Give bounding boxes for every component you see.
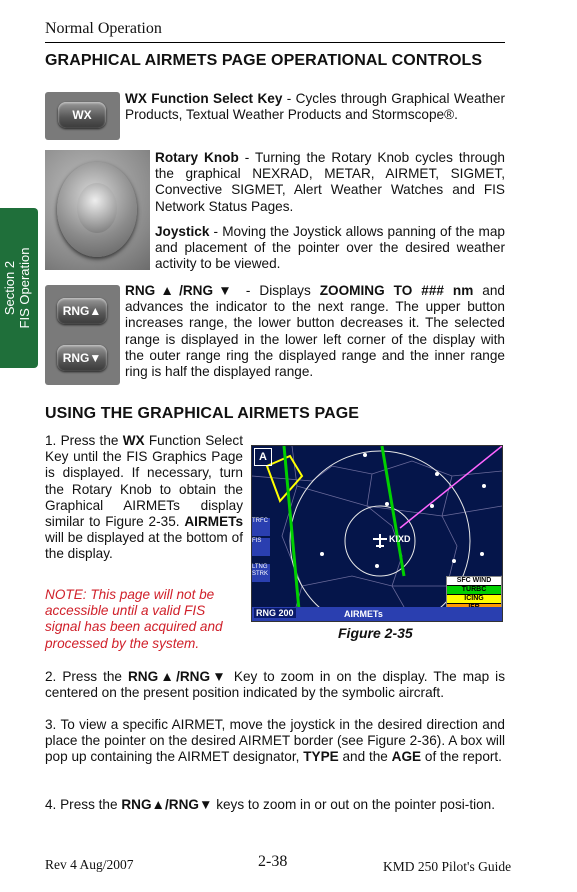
rotary-knob-title: Rotary Knob [155, 150, 239, 165]
step-3-a: 3. To view a specific AIRMET, move the joystick in the desired direction and place the pointer on the desired AIRMET border (see Figure 2-36). A box will pop up containing the AIRMET designator, [45, 717, 505, 765]
joystick-description [155, 224, 505, 273]
mode-indicator: A [254, 448, 272, 466]
rotary-knob-image [45, 150, 150, 270]
section-heading-controls: GRAPHICAL AIRMETS PAGE OPERATIONAL CONTROLS [45, 52, 483, 69]
section-tab [0, 208, 38, 368]
wx-key-cap: WX [58, 102, 106, 128]
airport-label: KIXD [389, 534, 411, 544]
step-2-text [45, 669, 505, 701]
step-2-b: Key to zoom in on the display. The map is centered on the present position indicated by the symbolic aircraft. [45, 669, 505, 701]
step-1-text [45, 433, 243, 563]
airmet-turbc-line-left [284, 446, 300, 621]
airmet-turbc-line-right [382, 446, 404, 576]
trfc-item: TRFC [252, 518, 270, 536]
aircraft-symbol [373, 534, 387, 548]
rng-keys-image [45, 285, 120, 385]
step-1-b: Function Select Key until the FIS Graphics Page is displayed. If necessary, turn the Rotary Knob to obtain the Graphical AIRMETs display similar to Figure 2-35. [45, 433, 244, 530]
step-4-key: RNG▲/RNG▼ [121, 797, 213, 812]
legend-item: ICING [447, 595, 501, 604]
range-value: 200 [278, 608, 294, 618]
step-1-airmets: AIRMETs [184, 514, 243, 530]
footer-revision: Rev 4 Aug/2007 [45, 857, 134, 872]
joystick-cap [77, 183, 117, 233]
wx-key-image [45, 92, 120, 140]
wx-key-title: WX Function Select Key [125, 91, 283, 106]
screen-bottom-bar [252, 607, 502, 621]
step-3-type: TYPE [303, 749, 339, 765]
section-tab-line1: Section 2 [2, 260, 17, 316]
step-3-b: and the [338, 749, 392, 765]
range-readout [254, 608, 296, 618]
page-label: AIRMETs [344, 609, 383, 619]
figure-caption: Figure 2-35 [338, 625, 413, 641]
step-1-c: will be displayed at the bottom of the display. [45, 530, 243, 562]
step-4-a: 4. Press the [45, 797, 122, 812]
wx-key-description [125, 91, 505, 123]
screen-left-menu [252, 518, 270, 582]
page-number: 2-38 [258, 853, 288, 870]
wx-key-text: - Cycles through Graphical Weather Products, Textual Weather Products and Stormscope®. [125, 91, 505, 123]
rng-up-key-cap: RNG▲ [57, 298, 107, 324]
legend-item: SFC WIND [447, 577, 501, 586]
rng-title: RNG▲/RNG▼ [125, 283, 237, 298]
legend-item: TURBC [447, 586, 501, 595]
rotary-knob-text: - Turning the Rotary Knob cycles through the graphical NEXRAD, METAR, AIRMET, SIGMET, Convective SIGMET, Alert Weather Watches and FIS Network Status Pages. [155, 150, 505, 214]
ltng-item: LTNG STRK [252, 564, 270, 582]
rng-down-key-cap: RNG▼ [57, 345, 107, 371]
step-4-b: keys to zoom in or out on the pointer posi-tion. [212, 797, 496, 812]
step-3-age: AGE [391, 749, 422, 765]
fis-item: FIS [252, 538, 270, 556]
step-4-text [45, 797, 505, 813]
step-1-a: 1. Press the [45, 433, 123, 448]
step-1-wx: WX [122, 433, 145, 448]
section-heading-using: USING THE GRAPHICAL AIRMETS PAGE [45, 405, 360, 422]
rng-zoom-text: ZOOMING TO ### nm [319, 283, 474, 298]
note-text: NOTE: This page will not be accessible until a valid FIS signal has been acquired and processed by the system. [45, 587, 223, 651]
range-label: RNG [256, 608, 276, 618]
footer-guide-title: KMD 250 Pilot's Guide [383, 859, 512, 874]
running-header: Normal Operation [45, 20, 162, 37]
rng-text-a: - Displays [236, 283, 320, 298]
step-3-text [45, 717, 505, 766]
airmets-screen-figure [251, 445, 503, 622]
rotary-knob-description [155, 150, 505, 215]
section-tab-line2: FIS Operation [17, 247, 32, 329]
header-rule [45, 42, 505, 43]
step-3-c: of the report. [421, 749, 502, 765]
rng-description [125, 283, 505, 380]
step-2-key: RNG▲/RNG▼ [127, 669, 228, 684]
step-2-a: 2. Press the [45, 669, 128, 684]
joystick-title: Joystick [155, 224, 210, 239]
joystick-text: - Moving the Joystick allows panning of the map and placement of the pointer over the desired weather activity to be viewed. [155, 224, 505, 272]
rng-text-b: and advances the indicator to the next range. The upper button increases range, the lower button decreases it. The selected range is displayed in the lower left corner of the display with the outer range ring the displayed range and the inner range ring is half the displayed range. [125, 283, 505, 380]
